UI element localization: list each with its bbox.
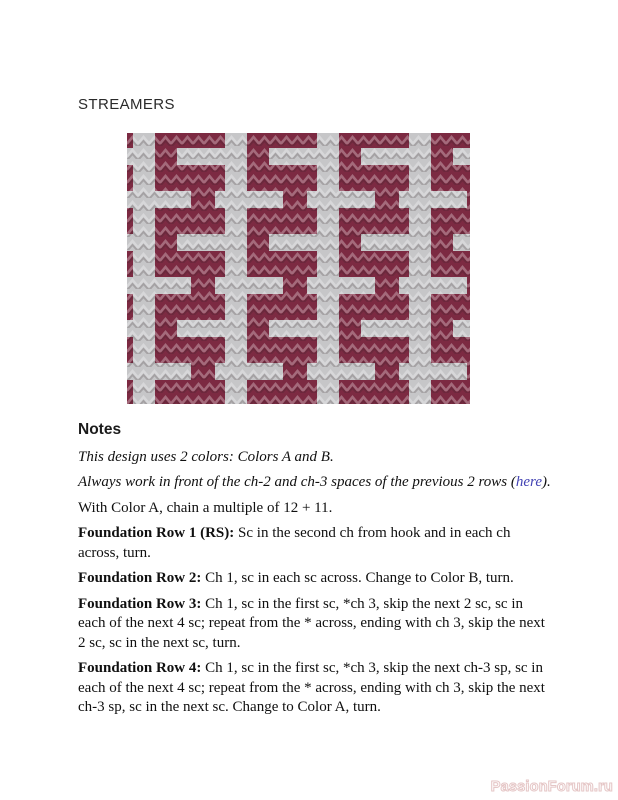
- note-work-in-front-text: Always work in front of the ch-2 and ch-3 spaces of the previous 2 rows (: [78, 474, 516, 490]
- foundation-row-3-label: Foundation Row 3:: [78, 595, 202, 612]
- foundation-row-2: [78, 569, 554, 589]
- foundation-row-1: [78, 524, 554, 563]
- crochet-swatch-image: [127, 133, 470, 404]
- foundation-row-3-text: Ch 1, sc in the first sc, *ch 3, skip the next 2 sc, sc in each of the next 4 sc; repeat from the * across, ending with ch 3, skip the next 2 sc, sc in the next sc, turn.: [78, 595, 545, 651]
- foundation-row-4: [78, 659, 554, 718]
- foundation-row-1-text: Sc in the second ch from hook and in each ch across, turn.: [78, 525, 511, 561]
- note-work-in-front: [78, 473, 554, 493]
- foundation-row-4-label: Foundation Row 4:: [78, 660, 202, 676]
- watermark: PassionForum.ru: [490, 779, 613, 795]
- note-chain-multiple: With Color A, chain a multiple of 12 + 11.: [78, 499, 333, 516]
- foundation-row-2-label: Foundation Row 2:: [78, 570, 202, 586]
- note-work-in-front-end: ).: [541, 474, 551, 490]
- pattern-notes-section: [78, 420, 554, 724]
- note-colors: This design uses 2 colors: Colors A and B.: [78, 448, 334, 465]
- foundation-row-4-text: Ch 1, sc in the first sc, *ch 3, skip the next ch-3 sp, sc in each of the next 4 sc; repeat from the * across, ending with ch 3, skip the next ch-3 sp, sc in the next sc. Change to Color A, turn.: [78, 660, 545, 715]
- here-link[interactable]: here: [515, 474, 542, 490]
- pattern-photo: [127, 133, 470, 404]
- notes-heading: Notes: [78, 421, 122, 438]
- foundation-row-3: [78, 595, 554, 654]
- page-title: STREAMERS: [78, 96, 175, 113]
- foundation-row-2-text: Ch 1, sc in each sc across. Change to Color B, turn.: [201, 570, 514, 586]
- foundation-row-1-label: Foundation Row 1 (RS):: [78, 525, 235, 541]
